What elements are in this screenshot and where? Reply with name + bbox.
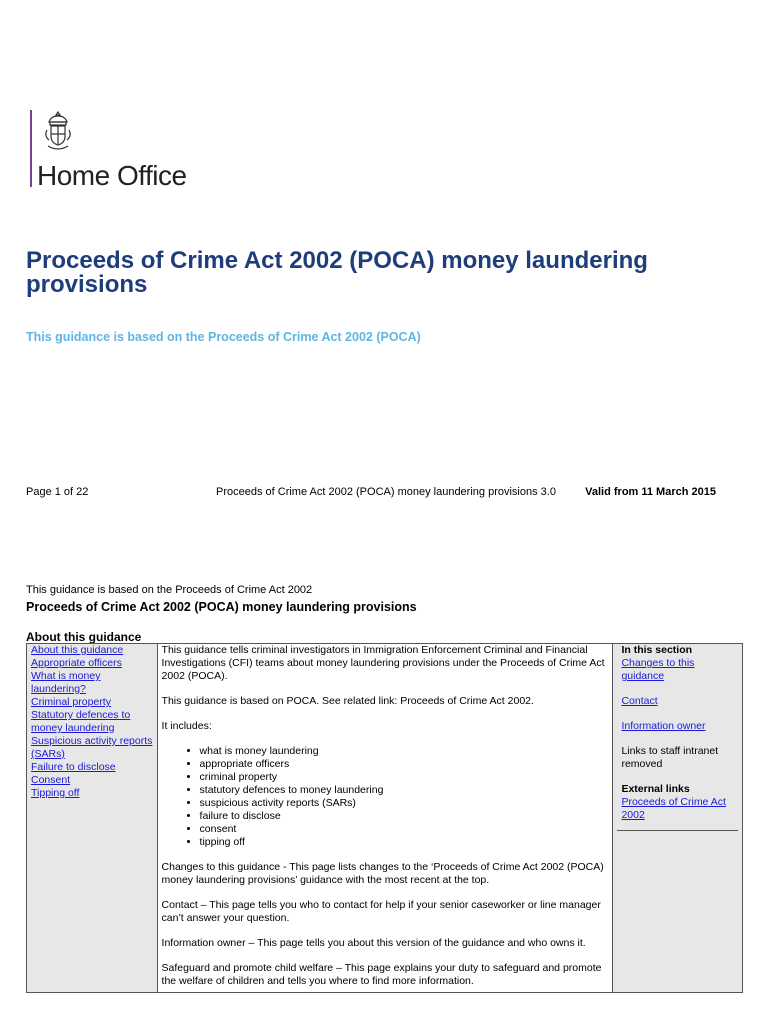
based-on-paragraph: This guidance is based on POCA. See related link: Proceeds of Crime Act 2002. xyxy=(161,695,534,707)
nav-link-appropriate-officers[interactable]: Appropriate officers xyxy=(31,657,122,669)
side-link-contact[interactable]: Contact xyxy=(621,695,658,707)
list-item: • suspicious activity reports (SARs) xyxy=(200,797,609,810)
changes-paragraph: Changes to this guidance - This page lists changes to the ‘Proceeds of Crime Act 2002 (POCA) money laundering provisions’ guidance with the most recent at the top. xyxy=(161,861,604,886)
list-item: • what is money laundering xyxy=(200,745,609,758)
logo-text: Home Office xyxy=(37,160,187,191)
nav-link-statutory-defences[interactable]: Statutory defences to money laundering xyxy=(31,709,131,734)
intro-paragraph: This guidance tells criminal investigators in Immigration Enforcement Criminal and Financial Investigations (CFI) teams about money laundering provisions under the Proceeds of Crime Act 2002 (POCA). xyxy=(161,644,605,682)
nav-link-consent[interactable]: Consent xyxy=(31,774,71,786)
nav-link-sars[interactable]: Suspicious activity reports (SARs) xyxy=(31,735,153,760)
document-subtitle: This guidance is based on the Proceeds of Crime Act 2002 (POCA) xyxy=(26,330,421,344)
page-number: Page 1 of 22 xyxy=(26,486,89,498)
section-title: Proceeds of Crime Act 2002 (POCA) money laundering provisions xyxy=(26,600,417,614)
nav-column xyxy=(27,644,158,993)
in-this-section-heading: In this section xyxy=(621,644,693,656)
includes-label: It includes: xyxy=(161,720,212,732)
side-column xyxy=(613,644,743,993)
document-version: Proceeds of Crime Act 2002 (POCA) money laundering provisions 3.0 xyxy=(216,486,556,498)
nav-link-about[interactable]: About this guidance xyxy=(31,644,124,656)
logo-bar xyxy=(30,110,32,187)
nav-link-what-is-money-laundering[interactable]: What is money laundering? xyxy=(31,670,101,695)
section-heading: About this guidance xyxy=(26,630,142,644)
contact-paragraph: Contact – This page tells you who to contact for help if your senior caseworker or line manager can’t answer your question. xyxy=(161,899,601,924)
owner-paragraph: Information owner – This page tells you about this version of the guidance and who owns it. xyxy=(161,937,586,949)
list-item: • failure to disclose xyxy=(200,810,609,823)
page-footer xyxy=(26,486,726,500)
external-links-heading: External links xyxy=(621,783,690,795)
list-item: • tipping off xyxy=(200,836,609,849)
safeguard-paragraph: Safeguard and promote child welfare – This page explains your duty to safeguard and promote the welfare of children and tells you where to find more information. xyxy=(161,962,602,987)
in-this-section-box xyxy=(617,644,738,831)
nav-link-tipping-off[interactable]: Tipping off xyxy=(31,787,80,799)
list-item: • consent xyxy=(200,823,609,836)
external-link-poca[interactable]: Proceeds of Crime Act 2002 xyxy=(621,796,726,821)
side-link-changes[interactable]: Changes to this guidance xyxy=(621,657,695,682)
guidance-basis: This guidance is based on the Proceeds of Crime Act 2002 xyxy=(26,584,313,596)
body-column xyxy=(157,644,613,993)
nav-link-failure-to-disclose[interactable]: Failure to disclose xyxy=(31,761,116,773)
list-item: • statutory defences to money laundering xyxy=(200,784,609,797)
list-item: • criminal property xyxy=(200,771,609,784)
side-link-information-owner[interactable]: Information owner xyxy=(621,720,706,732)
royal-crest-icon xyxy=(42,110,74,156)
list-item: • appropriate officers xyxy=(200,758,609,771)
nav-link-criminal-property[interactable]: Criminal property xyxy=(31,696,111,708)
document-title: Proceeds of Crime Act 2002 (POCA) money laundering provisions xyxy=(26,247,648,298)
guidance-table xyxy=(26,643,743,993)
valid-from: Valid from 11 March 2015 xyxy=(585,486,716,498)
includes-list xyxy=(162,745,609,849)
intranet-note: Links to staff intranet removed xyxy=(621,745,719,770)
